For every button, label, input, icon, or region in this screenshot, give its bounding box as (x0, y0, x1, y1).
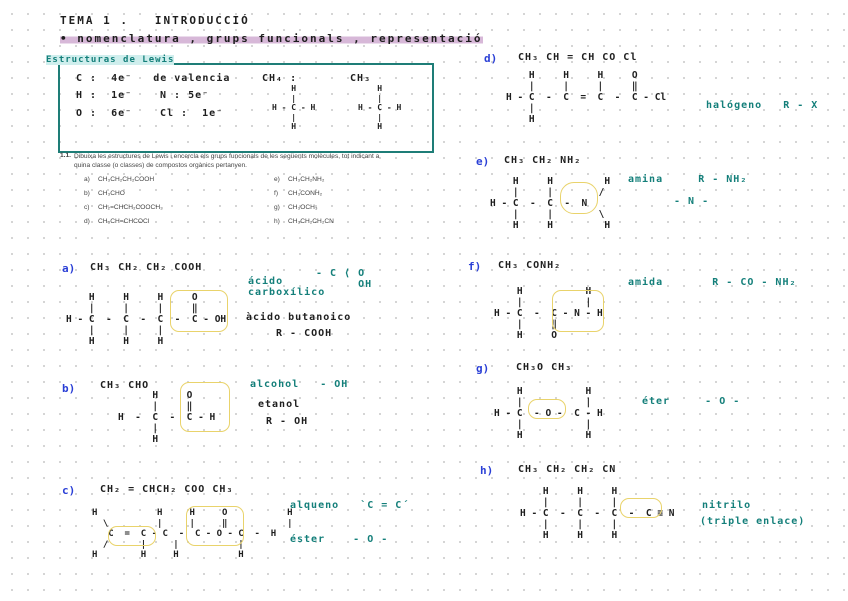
valence-cl: Cl : 1e⁻ (160, 108, 224, 119)
page-title: TEMA 1 . INTRODUCCIÓ (60, 14, 250, 27)
exercise-item-formula: CH₃CH₂CH₂CN (288, 218, 334, 225)
exercise-item-formula: CH₂=CHCH₂COOCH₃ (98, 204, 163, 211)
answer-a-formula: CH₃ CH₂ CH₂ COOH (90, 262, 203, 273)
answer-b-formula: CH₃ CHO (100, 380, 150, 391)
exercise-item-formula: CH₃CHO (98, 190, 125, 197)
answer-e-structure: H H H | | / H - C - C - N | | \ H H H (490, 176, 611, 231)
functional-group-circle (560, 182, 598, 214)
answer-a-label: a) (62, 262, 76, 275)
ester-circle (186, 506, 244, 546)
exercise-item-formula: CH₃CH₂CH₂COOH (98, 176, 155, 183)
exercise-item-label: f) (274, 190, 279, 197)
answer-b-structure: H O | ‖ H - C - C - H | H (118, 390, 216, 445)
answer-b-name: etanol (258, 399, 301, 410)
exercise-item-label: d) (84, 218, 90, 225)
answer-e-label: e) (476, 155, 490, 168)
answer-c-structure: H H H O H \ | | ‖ | C = C - C - C - O - C - H / | | | H H H H (92, 508, 293, 560)
functional-group-circle (170, 290, 228, 332)
ch4-structure: H | H - C - H | H (272, 84, 316, 131)
answer-f-label: f) (468, 260, 482, 273)
answer-e-class: amina R - NH₂ (628, 174, 748, 185)
lewis-label: Estructuras de Lewis (46, 55, 175, 65)
functional-group-circle (180, 382, 230, 432)
exercise-statement: Dibuixa les estructures de Lewis i encercla els grups funcionals de les següents molècules, tot indicant a quina classe (o classes) de compostos orgànics pertanyen. (74, 153, 380, 169)
answer-d-class: halógeno R - X (706, 100, 819, 111)
answer-f-class: amida R - CO - NH₂ (628, 277, 797, 288)
ch3-label: CH₃ (350, 73, 372, 84)
exercise-item-label: h) (274, 218, 280, 225)
answer-h-label: h) (480, 464, 494, 477)
answer-g-structure: H H | | H - C - O - C - H | | H H (494, 386, 603, 441)
answer-f-formula: CH₃ CONH₂ (498, 260, 562, 271)
ch4-label: CH₄ : (262, 73, 298, 84)
answer-b-class: alcohol - OH (250, 379, 349, 390)
answer-f-structure: H H | | H - C - C - N - H | ‖ H O (494, 286, 603, 341)
answer-b-label: b) (62, 382, 76, 395)
answer-g-label: g) (476, 362, 490, 375)
valence-n: N : 5e⁻ (160, 90, 210, 101)
valence-h: H : 1e⁻ (76, 90, 133, 101)
alkene-circle (108, 526, 156, 546)
answer-c-class-1: alqueno `C = C´ (290, 500, 410, 511)
answer-d-formula: CH₃ CH = CH CO Cl (518, 52, 638, 63)
exercise-item-formula: CH₃CONH₂ (288, 190, 323, 197)
exercise-item-label: e) (274, 176, 280, 183)
exercise-item-formula: CH₃OCH₃ (288, 204, 318, 211)
functional-group-circle (552, 290, 604, 332)
page-subtitle: • nomenclatura , grups funcionals , representació (60, 32, 483, 45)
exercise-item-label: g) (274, 204, 280, 211)
ch3-structure: H | H - C - H | H (358, 84, 402, 131)
answer-a-class: ácido carboxílico (248, 276, 326, 298)
answer-a-group: - C ⟨ O OH (316, 268, 373, 290)
answer-e-formula: CH₃ CH₂ NH₂ (504, 155, 582, 166)
answer-c-formula: CH₂ = CHCH₂ COO CH₃ (100, 484, 234, 495)
answer-h-class: nitrilo (702, 500, 752, 511)
exercise-item-formula: CH₃CH₂NH₂ (288, 176, 325, 183)
answer-b-general: R - OH (266, 416, 309, 427)
answer-a-name: àcido butanoico (246, 312, 352, 323)
functional-group-circle (620, 498, 662, 518)
answer-a-structure: H H H O | | | ‖ H - C - C - C - C - OH | | | H H H (66, 292, 227, 347)
exercise-item-formula: CH₃CH=CHCOCl (98, 218, 150, 225)
answer-h-formula: CH₃ CH₂ CH₂ CN (518, 464, 617, 475)
valence-o: O : 6e⁻ (76, 108, 133, 119)
exercise-item-label: c) (84, 204, 90, 211)
functional-group-circle (528, 399, 566, 419)
exercise-item-label: b) (84, 190, 90, 197)
answer-h-structure: H H H | | | H - C - C - C - C ≡ N | | | H H H (520, 486, 675, 541)
answer-g-formula: CH₃O CH₃ (516, 362, 573, 373)
answer-h-note: (triple enlace) (700, 516, 806, 527)
answer-c-label: c) (62, 484, 76, 497)
answer-d-structure: H H H O | | | ‖ H - C - C = C - C - Cl | H (506, 70, 667, 125)
exercise-item-label: a) (84, 176, 90, 183)
answer-g-class: éter - O - (642, 396, 741, 407)
answer-c-class-2: éster - O - (290, 534, 389, 545)
answer-a-general: R - COOH (276, 328, 333, 339)
answer-d-label: d) (484, 52, 498, 65)
exercise-number: 1.1. (60, 152, 71, 159)
answer-e-group: - N - (674, 196, 710, 207)
valence-c: C : 4e⁻ de valencia (76, 73, 231, 84)
